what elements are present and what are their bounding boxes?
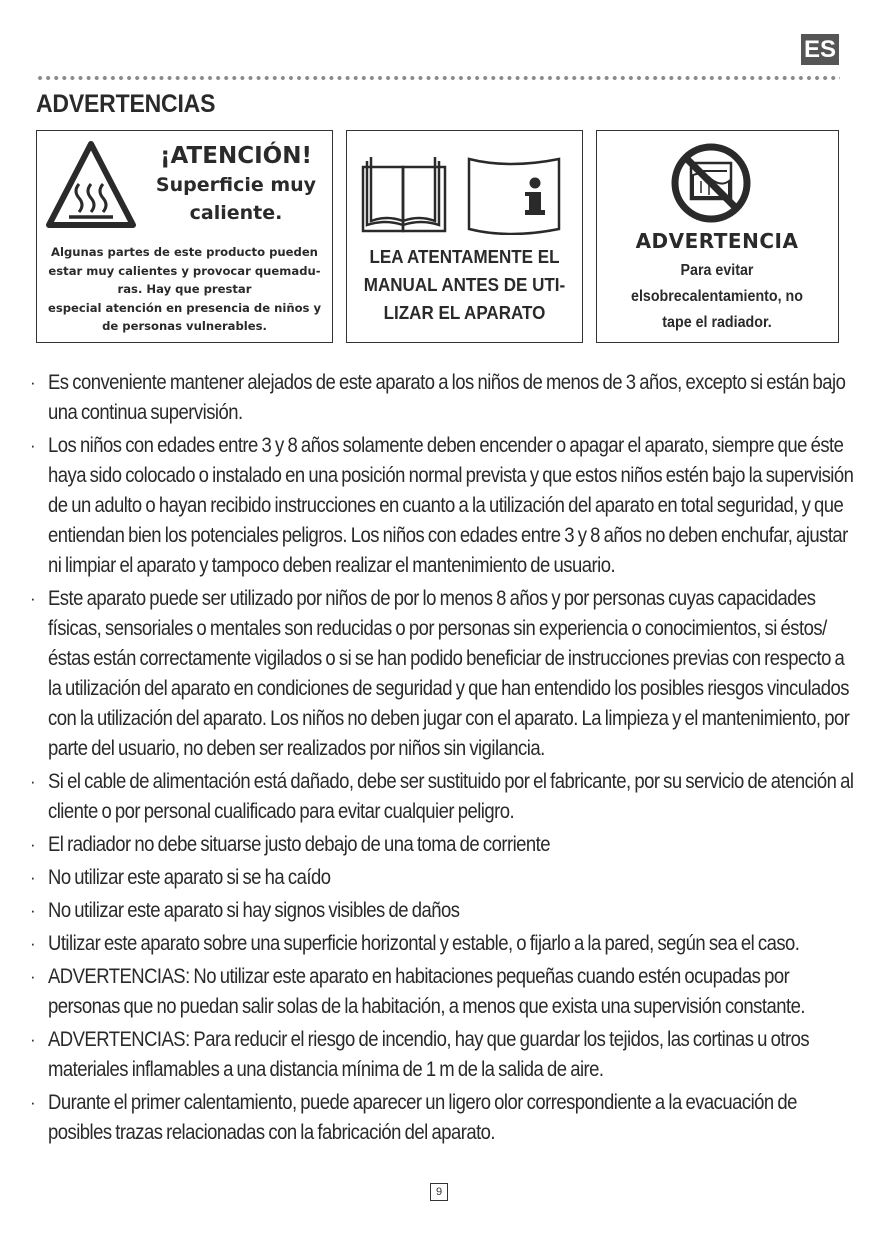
hot-surface-line: especial atención en presencia de niños y (47, 300, 322, 315)
read-manual-text (358, 243, 571, 327)
language-badge: ES (801, 34, 839, 65)
hot-surface-line: de personas vulnerables. (102, 319, 267, 333)
hot-surface-warning-box (36, 130, 333, 343)
list-item: · Utilizar este aparato sobre una superficie horizontal y estable, o fijarlo a la pared, según sea el caso. (28, 929, 858, 959)
list-item-text: Es conveniente mantener alejados de este aparato a los niños de menos de 3 años, excepto si están bajo una continua supervisión. (48, 371, 846, 424)
list-item: · Durante el primer calentamiento, puede aparecer un ligero olor correspondiente a la evacuación de posibles trazas relacionadas con la fabricación del aparato. (28, 1088, 858, 1148)
do-not-cover-icon (669, 141, 753, 225)
read-manual-line: LEA ATENTAMENTE EL (369, 246, 560, 267)
list-item: · Los niños con edades entre 3 y 8 años solamente deben encender o apagar el aparato, siempre que éste haya sido colocado o instalado en una posición normal prevista y que estos niños estén bajo la supervisión de un adulto o hayan recibido instrucciones en cuanto a la utilización del aparato en total seguridad, y que entiendan bien los potenciales peligros. Los niños con edades entre 3 y 8 años no deben enchufar, ajustar ni limpiar el aparato y tampoco deben realizar el mantenimiento de usuario. (28, 431, 858, 581)
do-not-cover-line: Para evitar (680, 262, 754, 279)
do-not-cover-box (596, 130, 839, 343)
list-item-text: ADVERTENCIAS: Para reducir el riesgo de incendio, hay que guardar los tejidos, las cortinas u otros materiales inflamables a una distancia mínima de 1 m de la salida de aire. (48, 1028, 810, 1081)
list-item: · No utilizar este aparato si se ha caído (28, 863, 858, 893)
warnings-list (28, 368, 858, 1151)
list-item-text: El radiador no debe situarse justo debajo de una toma de corriente (48, 833, 551, 856)
list-item: · ADVERTENCIAS: Para reducir el riesgo de incendio, hay que guardar los tejidos, las cortinas u otros materiales inflamables a una distancia mínima de 1 m de la salida de aire. (28, 1025, 858, 1085)
list-item-text: Utilizar este aparato sobre una superficie horizontal y estable, o fijarlo a la pared, según sea el caso. (48, 932, 800, 955)
hot-surface-line: estar muy calientes y provocar quemadu- (48, 263, 321, 278)
manual-book-icon (359, 153, 571, 235)
read-manual-line: LIZAR EL APARATO (383, 302, 546, 323)
section-title: ADVERTENCIAS (36, 90, 216, 118)
list-item-text: No utilizar este aparato si se ha caído (48, 866, 331, 889)
list-item-text: ADVERTENCIAS: No utilizar este aparato en habitaciones pequeñas cuando estén ocupadas por personas que no puedan salir solas de la habitación, a menos que exista una supervisión constante. (48, 965, 805, 1018)
hot-surface-subtitle-1: Superficie muy (155, 174, 317, 196)
hot-surface-line: ras. Hay que prestar (117, 282, 252, 296)
list-item-text: No utilizar este aparato si hay signos visibles de daños (48, 899, 460, 922)
hot-surface-heading (141, 141, 331, 227)
list-item: · El radiador no debe situarse justo debajo de una toma de corriente (28, 830, 858, 860)
read-manual-box (346, 130, 583, 343)
hot-surface-icon (45, 139, 137, 231)
list-item: · Es conveniente mantener alejados de este aparato a los niños de menos de 3 años, excepto si están bajo una continua supervisión. (28, 368, 858, 428)
advertencia-title: ADVERTENCIA (635, 229, 799, 253)
do-not-cover-line: tape el radiador. (662, 314, 772, 331)
do-not-cover-text (610, 258, 823, 336)
read-manual-line: MANUAL ANTES DE UTI- (363, 274, 566, 295)
hot-surface-subtitle-2: caliente. (189, 202, 283, 224)
list-item: · ADVERTENCIAS: No utilizar este aparato en habitaciones pequeñas cuando estén ocupadas por personas que no puedan salir solas de la habitación, a menos que exista una supervisión constante. (28, 962, 858, 1022)
dotted-divider (36, 75, 840, 81)
do-not-cover-line: elsobrecalentamiento, no (631, 288, 803, 305)
hot-surface-description (43, 243, 326, 336)
list-item: · Si el cable de alimentación está dañado, debe ser sustituido por el fabricante, por su servicio de atención al cliente o por personal cualificado para evitar cualquier peligro. (28, 767, 858, 827)
list-item-text: Si el cable de alimentación está dañado, debe ser sustituido por el fabricante, por su servicio de atención al cliente o por personal cualificado para evitar cualquier peligro. (48, 770, 854, 823)
attention-title: ¡ATENCIÓN! (160, 143, 312, 169)
page-number: 9 (430, 1183, 448, 1201)
list-item: · No utilizar este aparato si hay signos visibles de daños (28, 896, 858, 926)
list-item-text: Durante el primer calentamiento, puede aparecer un ligero olor correspondiente a la evacuación de posibles trazas relacionadas con la fabricación del aparato. (48, 1091, 797, 1144)
list-item: · Este aparato puede ser utilizado por niños de por lo menos 8 años y por personas cuyas capacidades físicas, sensoriales o mentales son reducidas o por personas sin experiencia o conocimientos, si éstos/éstas están correctamente vigilados o si se han podido beneficiar de instrucciones previas con respecto a la utilización del aparato en condiciones de seguridad y que han entendido los posibles riesgos vinculados con la utilización del aparato. Los niños no deben jugar con el aparato. La limpieza y el mantenimiento, por parte del usuario, no deben ser realizados por niños sin vigilancia. (28, 584, 858, 764)
list-item-text: Este aparato puede ser utilizado por niños de por lo menos 8 años y por personas cuyas capacidades físicas, sensoriales o mentales son reducidas o por personas sin experiencia o conocimientos, si éstos/éstas están correctamente vigilados o si se han podido beneficiar de instrucciones previas con respecto a la utilización del aparato en condiciones de seguridad y que han entendido los posibles riesgos vinculados con la utilización del aparato. Los niños no deben jugar con el aparato. La limpieza y el mantenimiento, por parte del usuario, no deben ser realizados por niños sin vigilancia. (48, 587, 850, 760)
list-item-text: Los niños con edades entre 3 y 8 años solamente deben encender o apagar el aparato, siempre que éste haya sido colocado o instalado en una posición normal prevista y que estos niños estén bajo la supervisión de un adulto o hayan recibido instrucciones en cuanto a la utilización del aparato en total seguridad, y que entiendan bien los potenciales peligros. Los niños con edades entre 3 y 8 años no deben enchufar, ajustar ni limpiar el aparato y tampoco deben realizar el mantenimiento de usuario. (48, 434, 854, 577)
hot-surface-line: Algunas partes de este producto pueden (51, 245, 318, 259)
